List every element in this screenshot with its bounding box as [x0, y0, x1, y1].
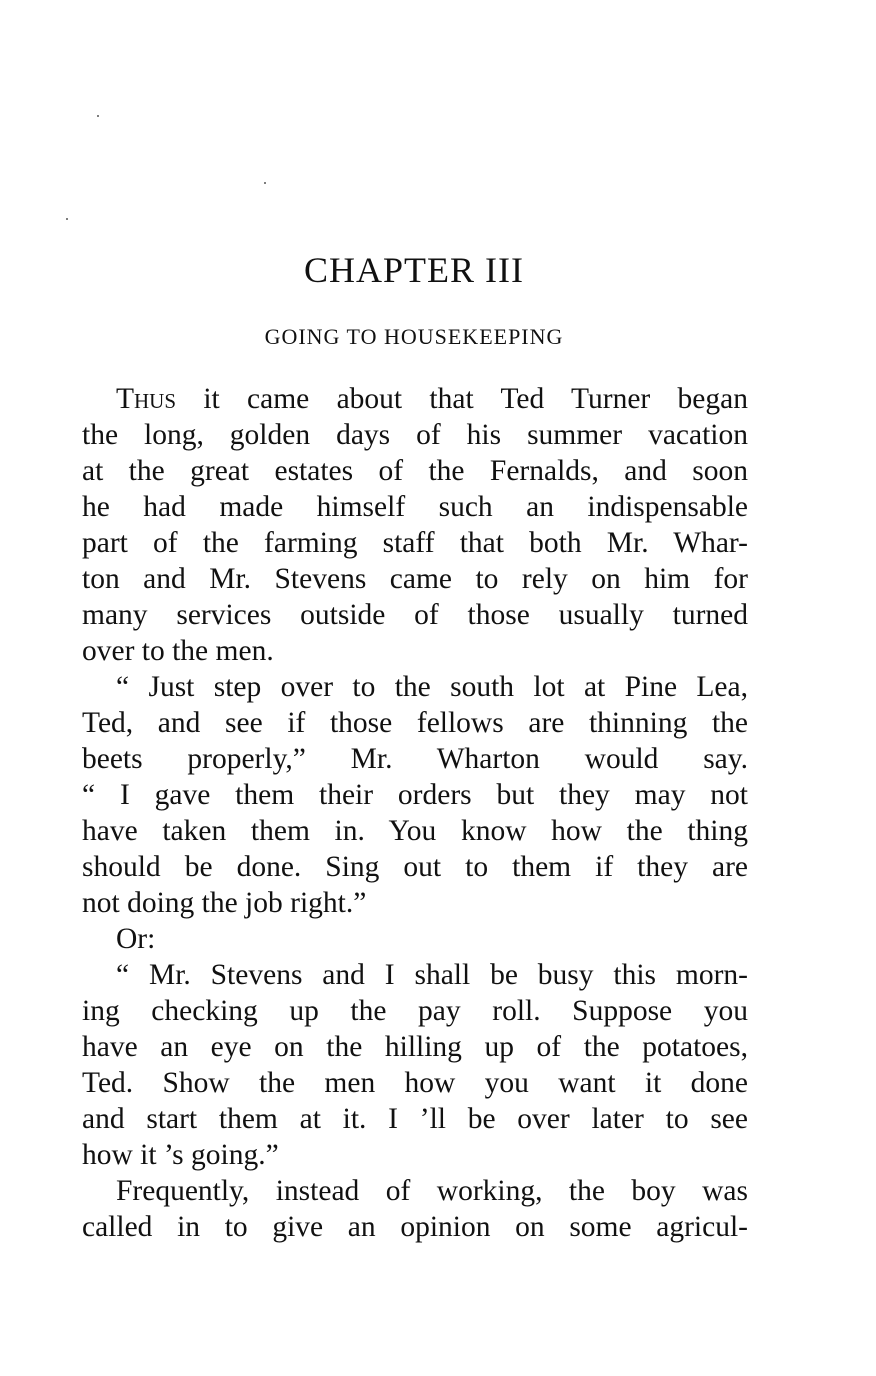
text-line: part of the farming staff that both Mr. Whar-: [82, 527, 748, 559]
text-line: ton and Mr. Stevens came to rely on him for: [82, 563, 748, 595]
text-line: over to the men.: [82, 635, 274, 667]
text-line: “ Mr. Stevens and I shall be busy this morn-: [116, 959, 748, 991]
chapter-title: CHAPTER III: [304, 250, 524, 290]
text-line: many services outside of those usually turned: [82, 599, 748, 631]
text-line: Ted, and see if those fellows are thinning the: [82, 707, 748, 739]
text-line: at the great estates of the Fernalds, and soon: [82, 455, 748, 487]
text-line: “ Just step over to the south lot at Pine Lea,: [116, 671, 748, 703]
chapter-subtitle: GOING TO HOUSEKEEPING: [264, 324, 564, 349]
text-line: Frequently, instead of working, the boy was: [116, 1175, 748, 1207]
text-line: he had made himself such an indispensable: [82, 491, 748, 523]
text-line: not doing the job right.”: [82, 887, 367, 919]
text-line: how it ’s going.”: [82, 1139, 279, 1171]
text-line: the long, golden days of his summer vacation: [82, 419, 748, 451]
text-line: Or:: [116, 923, 156, 955]
chapter-opening-word: Thus: [116, 383, 177, 415]
text-line: and start them at it. I ’ll be over later to see: [82, 1103, 748, 1135]
text-line-content: it came about that Ted Turner began: [176, 383, 748, 415]
text-line: should be done. Sing out to them if they are: [82, 851, 748, 883]
print-speck: [264, 182, 266, 184]
text-line: called in to give an opinion on some agricul-: [82, 1211, 748, 1243]
print-speck: [66, 218, 68, 220]
text-line: Ted. Show the men how you want it done: [82, 1067, 748, 1099]
text-line: ing checking up the pay roll. Suppose you: [82, 995, 748, 1027]
text-line: have an eye on the hilling up of the potatoes,: [82, 1031, 748, 1063]
body-text: [82, 381, 748, 1245]
text-line: have taken them in. You know how the thing: [82, 815, 748, 847]
text-line: “ I gave them their orders but they may not: [82, 779, 748, 811]
text-line: beets properly,” Mr. Wharton would say.: [82, 743, 748, 775]
print-speck: [97, 115, 99, 117]
text-line: [82, 381, 748, 417]
